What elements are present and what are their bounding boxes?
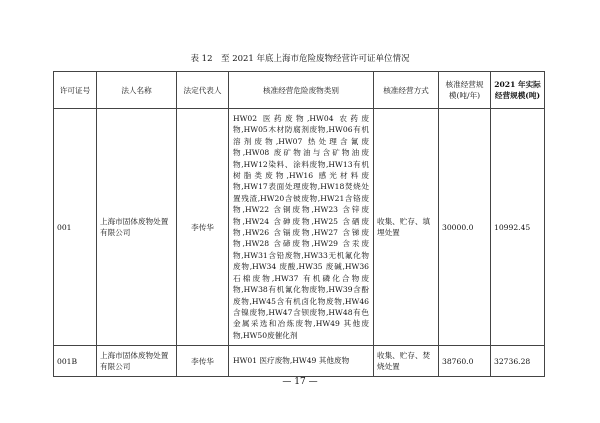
method: 收集、贮存、填埋处置 — [374, 109, 439, 346]
page-number: — 17 — — [282, 377, 318, 387]
header-row — [54, 72, 545, 109]
representative: 李传华 — [177, 346, 229, 377]
representative: 李传华 — [177, 109, 229, 346]
categories: HW02 医药废物,HW04 农药废物,HW05木材防腐剂废物,HW06有机溶剂废物,HW07 热处理含氰废物,HW08 废矿物油与含矿物油废物,HW12染料、涂料废物,HW13有机树脂类废物,HW16 感光材料废物,HW17表面处理废物,HW18焚烧处置残渣,HW20含铍废物,HW21含铬废物,HW22 含铜废物,HW23 含锌废物,HW24 含砷废物,HW25 含硒废物,HW26 含镉废物,HW27 含锑废物,HW28 含碲废物,HW29 含汞废物,HW31含铅废物,HW33无机氟化物废物,HW34 废酸,HW35 废碱,HW36石棉废物,HW37 有机磷化合物废物,HW38有机氰化物废物,HW39含酚废物,HW45含有机卤化物废物,HW46含镍废物,HW47含钡废物,HW48有色金属采选和冶炼废物,HW49 其他废物,HW50废催化剂 — [229, 109, 374, 346]
method: 收集、贮存、焚烧处置 — [374, 346, 439, 377]
header-categories: 核准经营危险废物类别 — [229, 72, 374, 109]
capacity: 30000.0 — [439, 109, 491, 346]
legal-name: 上海市固体废物处置有限公司 — [97, 346, 177, 377]
table-row — [54, 346, 545, 377]
table-row — [54, 109, 545, 346]
categories: HW01 医疗废物,HW49 其他废物 — [229, 346, 374, 377]
license-no: 001 — [54, 109, 97, 346]
capacity: 38760.0 — [439, 346, 491, 377]
header-method: 核准经营方式 — [374, 72, 439, 109]
table-caption: 表 12 至 2021 年底上海市危险废物经营许可证单位情况 — [190, 54, 410, 64]
header-actual: 2021 年实际经营规模(吨) — [491, 72, 545, 109]
actual: 10992.45 — [491, 109, 545, 346]
legal-name: 上海市固体废物处置有限公司 — [97, 109, 177, 346]
license-table — [53, 71, 545, 377]
header-capacity: 核准经营规模(吨/年) — [439, 72, 491, 109]
header-license-no: 许可证号 — [54, 72, 97, 109]
header-representative: 法定代表人 — [177, 72, 229, 109]
actual: 32736.28 — [491, 346, 545, 377]
license-no: 001B — [54, 346, 97, 377]
header-legal-name: 法人名称 — [97, 72, 177, 109]
